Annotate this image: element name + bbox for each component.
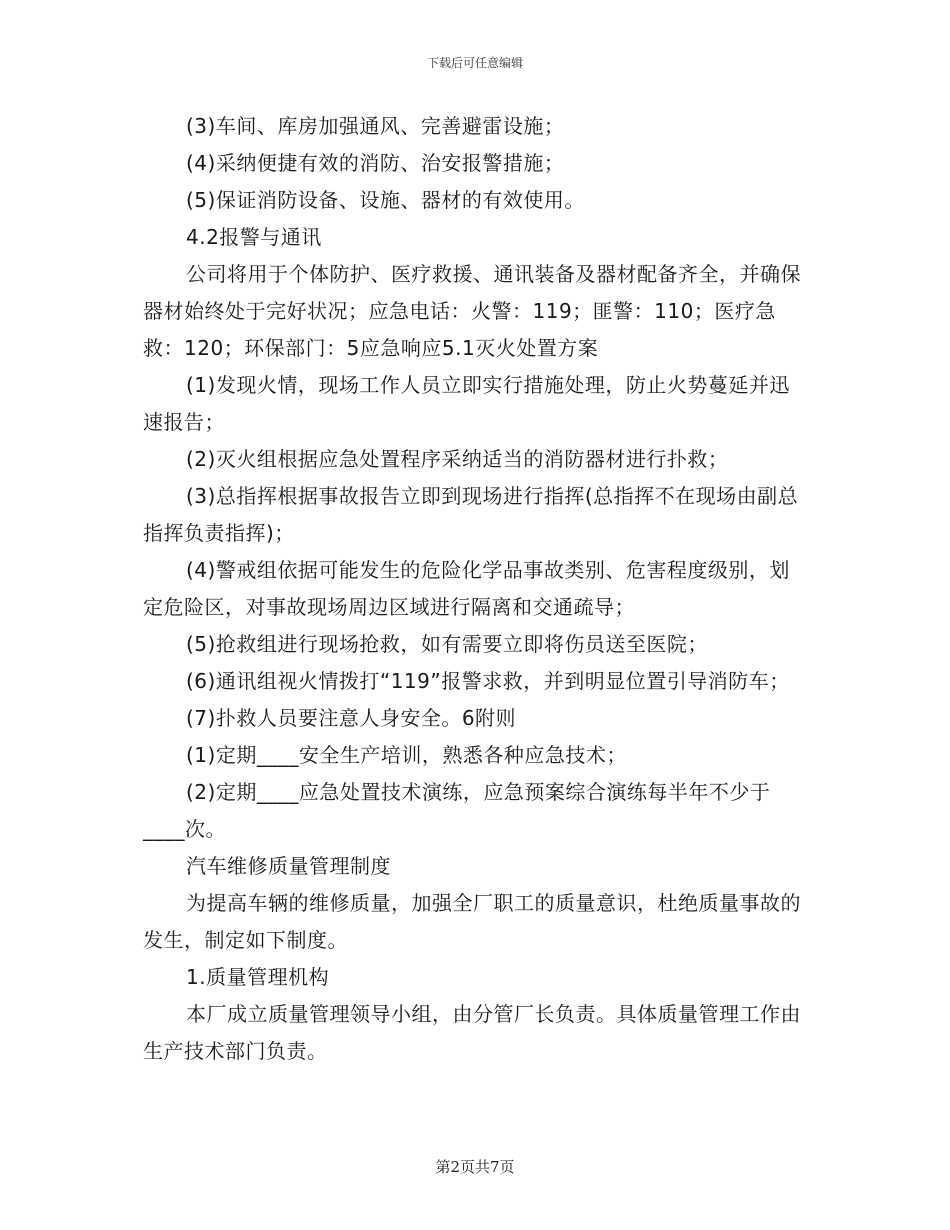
section-heading: 1.质量管理机构 bbox=[186, 965, 330, 989]
paragraph: (3)总指挥根据事故报告立即到现场进行指挥(总指挥不在现场由副总指挥负责指挥)； bbox=[143, 484, 799, 545]
paragraph: (5)保证消防设备、设施、器材的有效使用。 bbox=[186, 188, 585, 212]
paragraph: (7)扑救人员要注意人身安全。6附则 bbox=[186, 706, 517, 730]
paragraph: (1)发现火情，现场工作人员立即实行措施处理，防止火势蔓延并迅速报告； bbox=[143, 373, 790, 434]
paragraph: (2)定期____应急处置技术演练，应急预案综合演练每半年不少于____次。 bbox=[143, 780, 771, 841]
paragraph: (4)警戒组依据可能发生的危险化学品事故类别、危害程度级别，划定危险区，对事故现场周边区域进行隔离和交通疏导； bbox=[143, 558, 790, 619]
document-body bbox=[143, 108, 803, 1070]
paragraph: (2)灭火组根据应急处置程序采纳适当的消防器材进行扑救； bbox=[186, 447, 729, 471]
paragraph: (6)通讯组视火情拨打“119”报警求救，并到明显位置引导消防车； bbox=[186, 669, 790, 693]
paragraph: 为提高车辆的维修质量，加强全厂职工的质量意识，杜绝质量事故的发生，制定如下制度。 bbox=[143, 891, 801, 952]
page-header: 下载后可任意编辑 bbox=[426, 56, 523, 70]
page-number: 第2页共7页 bbox=[435, 1158, 515, 1176]
paragraph: (5)抢救组进行现场抢救，如有需要立即将伤员送至医院； bbox=[186, 632, 708, 656]
paragraph: (1)定期____安全生产培训，熟悉各种应急技术； bbox=[186, 743, 627, 767]
paragraph: (4)采纳便捷有效的消防、治安报警措施； bbox=[186, 151, 565, 175]
paragraph: 本厂成立质量管理领导小组，由分管厂长负责。具体质量管理工作由生产技术部门负责。 bbox=[143, 1002, 801, 1063]
section-heading: 4.2报警与通讯 bbox=[186, 225, 322, 249]
paragraph: 公司将用于个体防护、医疗救援、通讯装备及器材配备齐全，并确保器材始终处于完好状况；应急电话：火警：119；匪警：110；医疗急救：120；环保部门：5应急响应5.1灭火处置方案 bbox=[143, 262, 801, 360]
document-title: 汽车维修质量管理制度 bbox=[186, 854, 391, 878]
paragraph: (3)车间、库房加强通风、完善避雷设施； bbox=[186, 114, 565, 138]
